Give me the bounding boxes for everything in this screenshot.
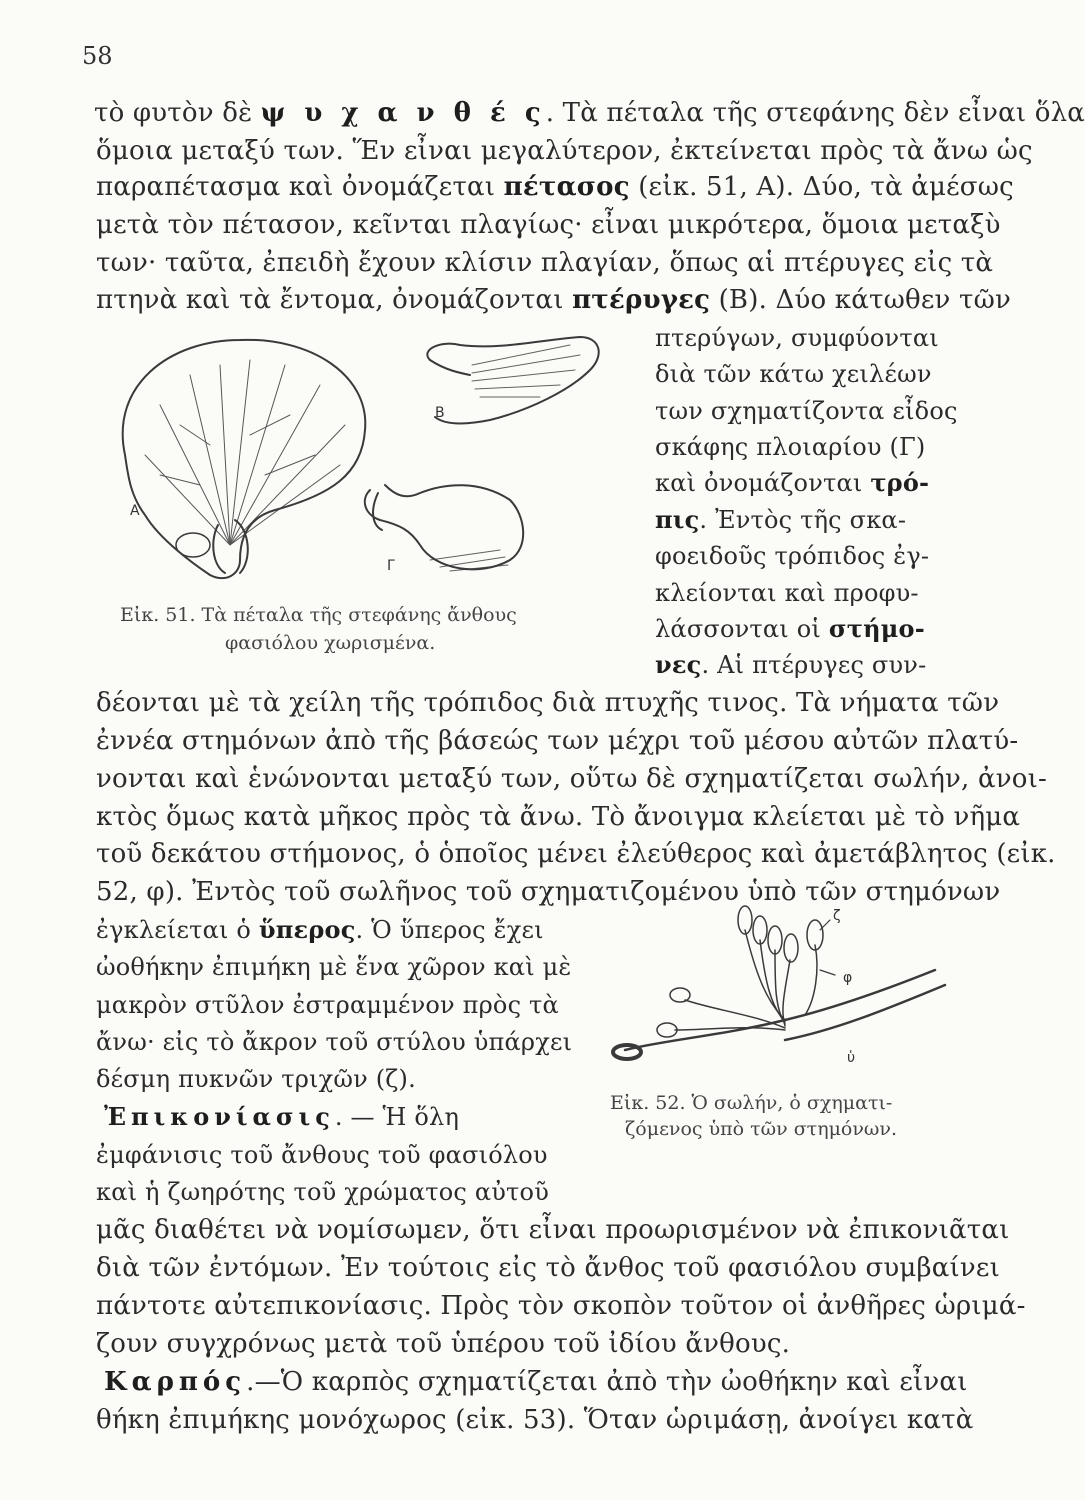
- figure-51-caption: Εἰκ. 51. Τὰ πέταλα τῆς στεφάνης ἄνθους: [120, 604, 517, 626]
- text-line: θήκη ἐπιμήκης μονόχωρος (εἰκ. 53). Ὅταν ὡριμάσῃ, ἀνοίγει κατὰ: [96, 1405, 974, 1435]
- text-line: μᾶς διαθέτει νὰ νομίσωμεν, ὅτι εἶναι προωρισμένον νὰ ἐπικονιᾶται: [96, 1215, 1010, 1245]
- figure-52-caption: Εἰκ. 52. Ὁ σωλήν, ὁ σχηματι-: [610, 1092, 893, 1114]
- text-line: λάσσονται οἱ στήμο-: [655, 614, 925, 643]
- text-line: των σχηματίζοντα εἶδος: [655, 397, 958, 425]
- text-line: πάντοτε αὐτεπικονίασις. Πρὸς τὸν σκοπὸν τοῦτον οἱ ἀνθῆρες ὡριμά-: [96, 1291, 1026, 1321]
- text-line: ὅμοια μεταξύ των. Ἕν εἶναι μεγαλύτερον, ἐκτείνεται πρὸς τὰ ἄνω ὡς: [96, 136, 1033, 166]
- figure-51-caption-line2: φασιόλου χωρισμένα.: [225, 632, 436, 654]
- figure-51-petals-illustration: [100, 325, 650, 590]
- text-line: ἐννέα στημόνων ἀπὸ τῆς βάσεώς των μέχρι τοῦ μέσου αὐτῶν πλατύ-: [96, 726, 1019, 756]
- text-line: πις. Ἐντὸς τῆς σκα-: [655, 505, 907, 534]
- text-line: καὶ ὀνομάζονται τρό-: [655, 468, 930, 497]
- text-line: 52, φ). Ἐντὸς τοῦ σωλῆνος τοῦ σχηματιζομένου ὑπὸ τῶν στημόνων: [96, 877, 1001, 907]
- text-line: τοῦ δεκάτου στήμονος, ὁ ὁποῖος μένει ἐλεύθερος καὶ ἀμετάβλητος (εἰκ.: [96, 839, 1056, 869]
- text-line: δέονται μὲ τὰ χείλη τῆς τρόπιδος διὰ πτυχῆς τινος. Τὰ νήματα τῶν: [96, 688, 1000, 718]
- figure-label-b: Β: [435, 405, 445, 421]
- text-line: διὰ τῶν ἐντόμων. Ἐν τούτοις εἰς τὸ ἄνθος τοῦ φασιόλου συμβαίνει: [96, 1253, 1000, 1283]
- figure-label-g: Γ: [387, 558, 395, 574]
- text-line: ἄνω· εἰς τὸ ἄκρον τοῦ στύλου ὑπάρχει: [96, 1028, 573, 1056]
- text-line: Καρπός.—Ὁ καρπὸς σχηματίζεται ἀπὸ τὴν ὠοθήκην καὶ εἶναι: [104, 1367, 968, 1397]
- text-line: σκάφης πλοιαρίου (Γ): [655, 433, 926, 461]
- page-number: 58: [82, 42, 113, 70]
- text-line: πτηνὰ καὶ τὰ ἔντομα, ὀνομάζονται πτέρυγες (Β). Δύο κάτωθεν τῶν: [96, 285, 1011, 315]
- text-line: ὠοθήκην ἐπιμήκη μὲ ἕνα χῶρον καὶ μὲ: [96, 953, 572, 981]
- text-line: μετὰ τὸν πέτασον, κεῖνται πλαγίως· εἶναι μικρότερα, ὅμοια μεταξὺ: [96, 210, 1001, 240]
- figure-52-stamen-tube-illustration: [605, 890, 965, 1090]
- figure-label-a: Α: [130, 503, 140, 519]
- text-line: ἐγκλείεται ὁ ὕπερος. Ὁ ὕπερος ἔχει: [96, 915, 544, 944]
- figure-label-zeta: ζ: [833, 908, 841, 924]
- figure-label-phi: φ: [843, 970, 853, 986]
- text-line: παραπέτασμα καὶ ὀνομάζεται πέτασος (εἰκ. 51, Α). Δύο, τὰ ἀμέσως: [96, 172, 1014, 202]
- text-line: καὶ ἡ ζωηρότης τοῦ χρώματος αὐτοῦ: [96, 1178, 549, 1206]
- text-line: τὸ φυτὸν δὲ ψ υ χ α ν θ έ ς. Τὰ πέταλα τῆς στεφάνης δὲν εἶναι ὅλα: [94, 98, 1085, 128]
- text-line: ἐμφάνισις τοῦ ἄνθους τοῦ φασιόλου: [96, 1141, 548, 1169]
- text-line: κλείονται καὶ προφυ-: [655, 579, 919, 607]
- text-line: Ἐπικονίασις. — Ἡ ὅλη: [104, 1102, 460, 1131]
- text-line: νες. Αἱ πτέρυγες συν-: [655, 650, 927, 679]
- text-line: δέσμη πυκνῶν τριχῶν (ζ).: [96, 1065, 416, 1093]
- text-line: πτερύγων, συμφύονται: [655, 324, 939, 352]
- text-line: νονται καὶ ἑνώνονται μεταξύ των, οὕτω δὲ σχηματίζεται σωλήν, ἀνοι-: [96, 764, 1047, 794]
- text-line: των· ταῦτα, ἐπειδὴ ἔχουν κλίσιν πλαγίαν, ὅπως αἱ πτέρυγες εἰς τὰ: [96, 248, 994, 278]
- figure-label-upsilon: ὑ: [847, 1050, 856, 1066]
- text-line: μακρὸν στῦλον ἐστραμμένον πρὸς τὰ: [96, 991, 559, 1019]
- text-line: κτὸς ὅμως κατὰ μῆκος πρὸς τὰ ἄνω. Τὸ ἄνοιγμα κλείεται μὲ τὸ νῆμα: [96, 802, 1021, 832]
- text-line: διὰ τῶν κάτω χειλέων: [655, 360, 932, 388]
- text-line: φοειδοῦς τρόπιδος ἐγ-: [655, 542, 930, 570]
- text-line: ζουν συγχρόνως μετὰ τοῦ ὑπέρου τοῦ ἰδίου ἄνθους.: [96, 1329, 791, 1359]
- figure-52-caption-line2: ζόμενος ὑπὸ τῶν στημόνων.: [625, 1118, 897, 1140]
